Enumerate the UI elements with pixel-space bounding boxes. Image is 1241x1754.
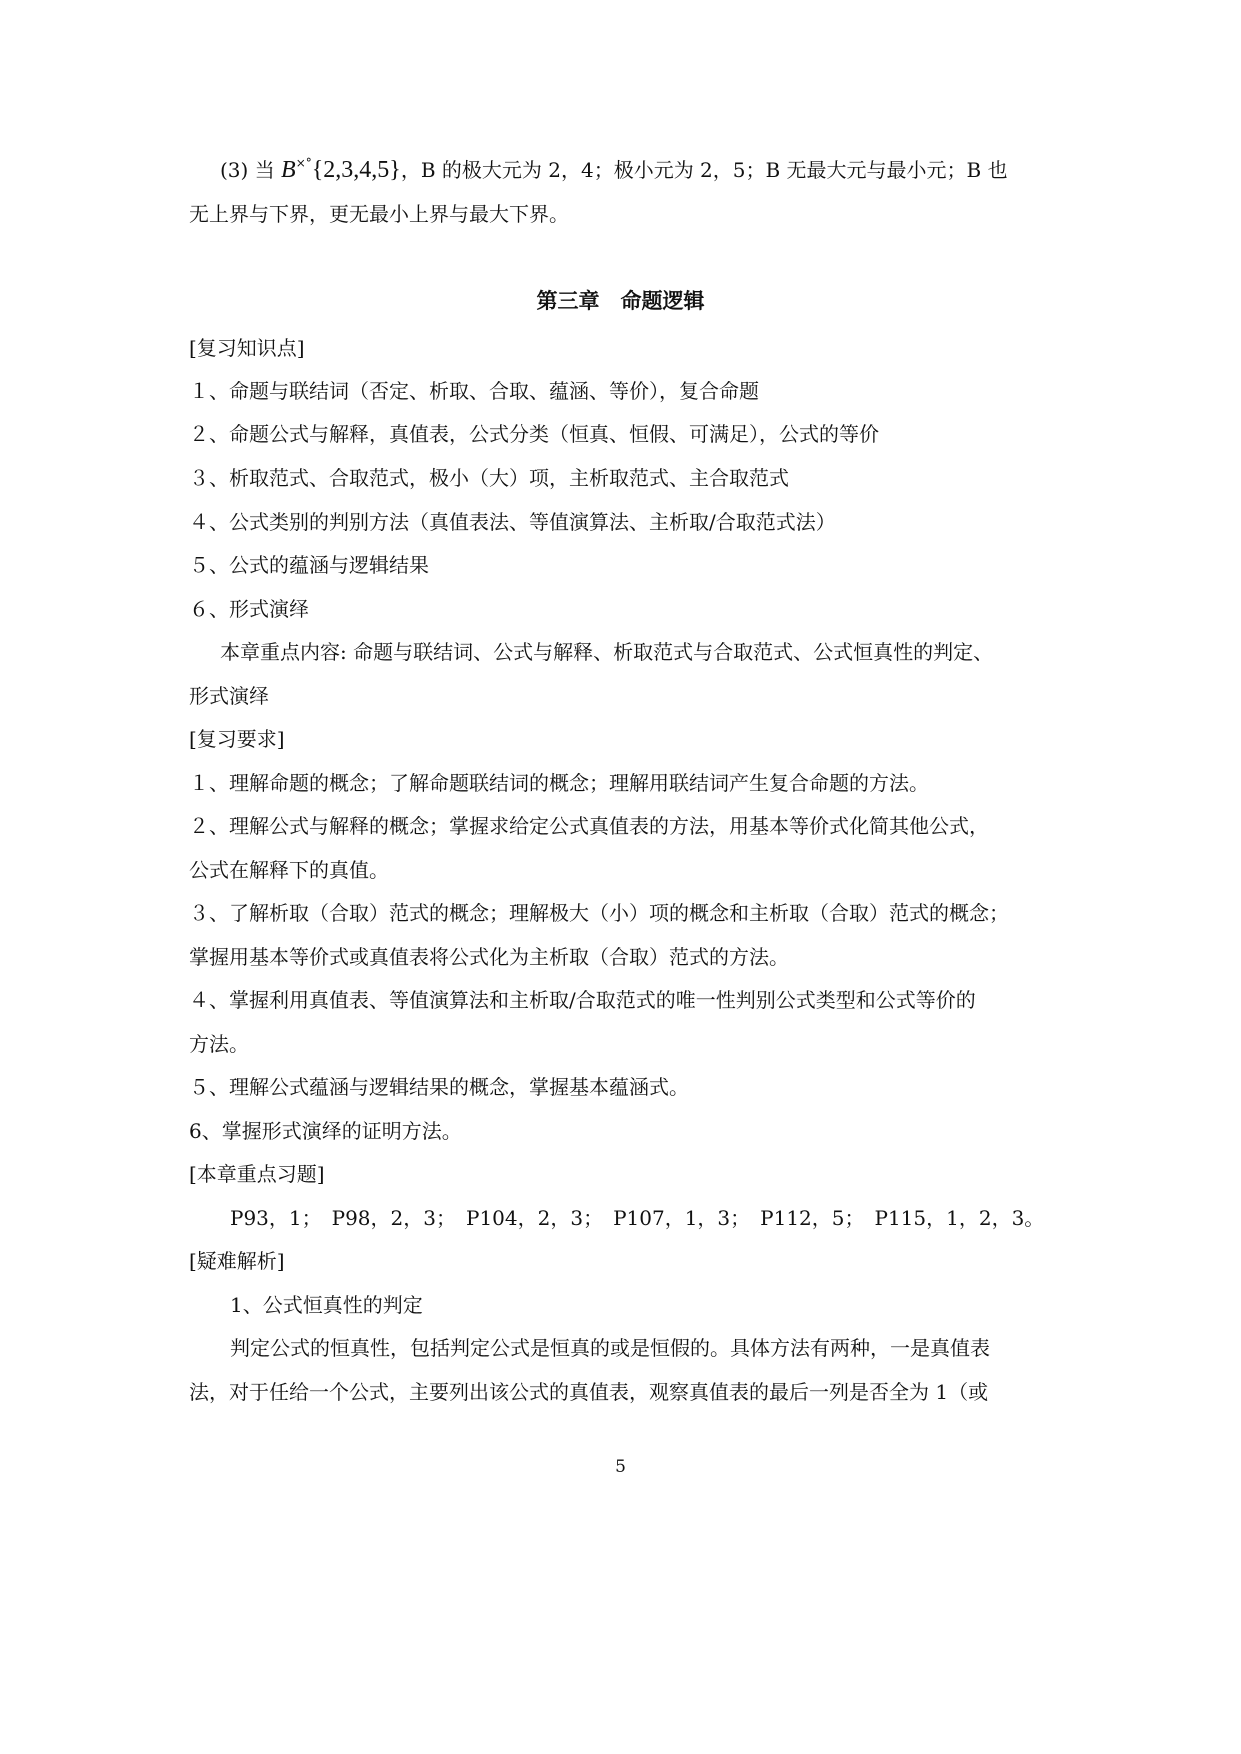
analysis-paragraph-line-1: 判定公式的恒真性，包括判定公式是恒真的或是恒假的。具体方法有两种，一是真值表 <box>230 1336 990 1360</box>
review-points-heading: [复习知识点] <box>189 336 305 360</box>
exercises-list: P93，1； P98，2，3； P104，2，3； P107，1，3； P112，5； P115，1，2，3。 <box>230 1206 1045 1230</box>
requirement-line-5: 掌握用基本等价式或真值表将公式化为主析取（合取）范式的方法。 <box>189 945 789 969</box>
requirements-heading: [复习要求] <box>189 727 285 751</box>
intro-prefix: (3) 当 <box>220 158 275 182</box>
chapter-title: 第三章 命题逻辑 <box>536 288 705 313</box>
review-point-6: ６、形式演绎 <box>189 597 309 621</box>
requirement-line-4: ３、了解析取（合取）范式的概念；理解极大（小）项的概念和主析取（合取）范式的概念； <box>189 901 1009 925</box>
intro-suffix: ，B 的极大元为 2，4；极小元为 2，5；B 无最大元与最小元；B 也 <box>400 158 1008 182</box>
chapter-focus-line-1: 本章重点内容: 命题与联结词、公式与解释、析取范式与合取范式、公式恒真性的判定、 <box>220 640 994 664</box>
review-point-3: ３、析取范式、合取范式，极小（大）项，主析取范式、主合取范式 <box>189 466 789 490</box>
garbled-glyph: ×° <box>295 156 312 170</box>
requirement-line-9: 6、掌握形式演绎的证明方法。 <box>189 1119 462 1143</box>
intro-line-2: 无上界与下界，更无最小上界与最大下界。 <box>189 202 569 226</box>
requirement-line-3: 公式在解释下的真值。 <box>189 858 389 882</box>
requirement-line-2: ２、理解公式与解释的概念；掌握求给定公式真值表的方法，用基本等价式化简其他公式， <box>189 814 989 838</box>
exercises-heading: [本章重点习题] <box>189 1162 325 1186</box>
review-point-2: ２、命题公式与解释，真值表，公式分类（恒真、恒假、可满足），公式的等价 <box>189 422 879 446</box>
page-number: 5 <box>615 1457 626 1477</box>
requirement-line-7: 方法。 <box>189 1032 249 1056</box>
review-point-5: ５、公式的蕴涵与逻辑结果 <box>189 553 429 577</box>
requirement-line-8: ５、理解公式蕴涵与逻辑结果的概念，掌握基本蕴涵式。 <box>189 1075 689 1099</box>
review-point-4: ４、公式类别的判别方法（真值表法、等值演算法、主析取/合取范式法） <box>189 510 836 534</box>
requirement-line-6: ４、掌握利用真值表、等值演算法和主析取/合取范式的唯一性判别公式类型和公式等价的 <box>189 988 976 1012</box>
review-point-1: １、命题与联结词（否定、析取、合取、蕴涵、等价），复合命题 <box>189 379 759 403</box>
requirement-line-1: １、理解命题的概念；了解命题联结词的概念；理解用联结词产生复合命题的方法。 <box>189 771 929 795</box>
set-symbol: B <box>281 157 296 183</box>
intro-line-1 <box>220 149 1008 184</box>
chapter-focus-line-2: 形式演绎 <box>189 684 269 708</box>
set-expression: {2,3,4,5} <box>311 157 401 183</box>
analysis-heading: [疑难解析] <box>189 1249 285 1273</box>
analysis-subheading: 1、公式恒真性的判定 <box>230 1293 423 1317</box>
analysis-paragraph-line-2: 法，对于任给一个公式，主要列出该公式的真值表，观察真值表的最后一列是否全为 1（或 <box>189 1380 989 1404</box>
